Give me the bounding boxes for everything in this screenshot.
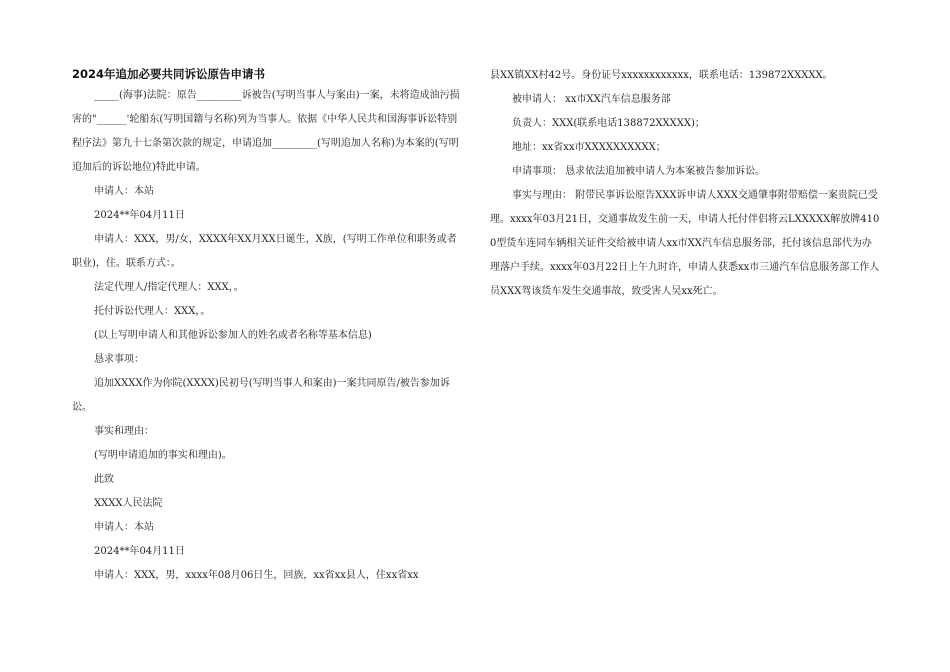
legal-representative-line: 法定代理人/指定代理人：XXX，。: [94, 282, 244, 293]
application-matters: 申请事项： 恳求依法追加被申请人为本案被告参加诉讼。: [512, 166, 766, 177]
responsible-person-line: 负责人：XXX(联系电话138872XXXXX)；: [512, 118, 705, 129]
date-line: 2024**年04月11日: [94, 210, 185, 221]
applicant-details: 申请人：XXX，男，xxxx年08月06日生，回族，xx省xx县人，住xx省xx: [94, 570, 419, 581]
intro-paragraph: _____(海事)法院：原告_________诉被告(写明当事人与案由)一案，未将造成油污损害的"______'轮船东(写明国籍与名称)列为当事人。依据《中华人民共和国海事诉讼特别程序法》第九十七条第次款的规定，申请追加_________(写明追加人名称)为本案的(写明追加后的诉讼地位)特此申请。: [72, 90, 460, 173]
document-title: 2024年追加必要共同诉讼原告申请书: [72, 67, 266, 81]
facts-and-reasons: 事实与理由： 附带民事诉讼原告XXX诉申请人XXX交通肇事附带赔偿一案贵院已受理。xxxx年03月21日，交通事故发生前一天，申请人托付伴侣将云LXXXXX解放牌4100型货车连同车辆相关证件交给被申请人xx市XX汽车信息服务部，托付该信息部代为办理落户手续。xxxx年03月22日上午九时许，申请人获悉xx市三通汽车信息服务部工作人员XXX驾该货车发生交通事故，致受害人吴xx死亡。: [490, 190, 880, 297]
request-heading: 恳求事项：: [94, 354, 144, 365]
address-line: 地址：xx省xx市XXXXXXXXXX；: [512, 142, 666, 153]
applicant-details-continued: 县XX镇XX村42号。身份证号xxxxxxxxxxxx，联系电话：139872XXXXX。: [490, 70, 833, 81]
salutation: 此致: [94, 474, 114, 485]
court-name: XXXX人民法院: [94, 498, 163, 509]
signature-date: 2024**年04月11日: [94, 546, 185, 557]
facts-placeholder: (写明申请追加的事实和理由)。: [94, 450, 232, 461]
entrusted-agent-line: 托付诉讼代理人：XXX，。: [94, 306, 211, 317]
facts-heading: 事实和理由：: [94, 426, 154, 437]
right-column: [490, 64, 880, 304]
respondent-line: 被申请人： xx市XX汽车信息服务部: [512, 94, 671, 105]
applicant-signature: 申请人：本站: [94, 522, 154, 533]
applicant-line: 申请人：本站: [94, 186, 154, 197]
left-column: [72, 64, 462, 588]
applicant-info: 申请人：XXX，男/女，XXXX年XX月XX日诞生，X族，(写明工作单位和职务或者职业)，住。联系方式：。: [72, 234, 457, 269]
request-content: 追加XXXX作为你院(XXXX)民初号(写明当事人和案由)一案共同原告/被告参加诉讼。: [72, 378, 450, 413]
basic-info-note: (以上写明申请人和其他诉讼参加人的姓名或者名称等基本信息): [94, 330, 372, 341]
